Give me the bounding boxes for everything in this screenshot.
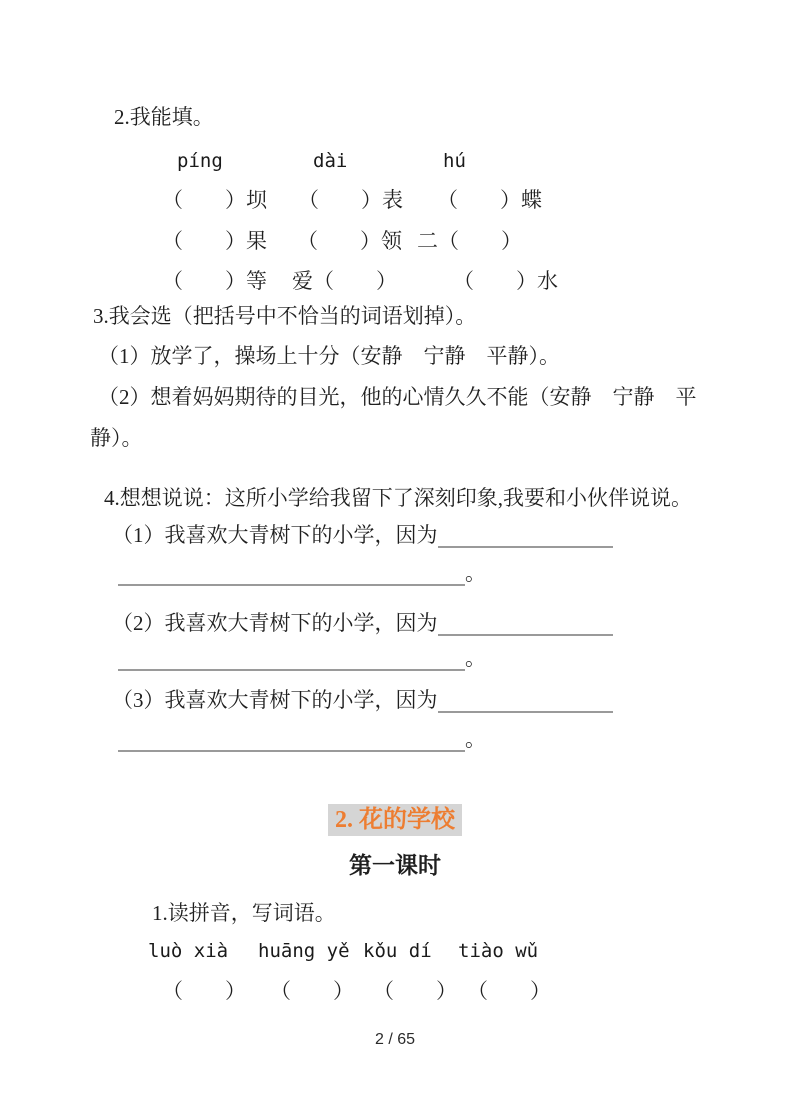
session-heading	[0, 847, 790, 880]
fill-blank-cell: （ ）	[270, 979, 354, 1003]
answer-blank-line	[118, 647, 465, 671]
fill-blank-cell: （ ）蝶	[437, 188, 542, 212]
question-3-label: 3.我会选（把括号中不恰当的词语划掉）。	[93, 304, 477, 328]
pinyin-hint: píng	[177, 150, 223, 172]
pinyin-hint: hú	[443, 150, 466, 172]
lesson-question-1-label: 1.读拼音，写词语。	[152, 901, 336, 925]
answer-sentence-2	[112, 610, 613, 636]
question-2-label: 2.我能填。	[114, 105, 214, 129]
pinyin-hint: huāng yě	[258, 940, 350, 962]
pinyin-hint: tiào wǔ	[458, 940, 539, 962]
option-sentence-2-line1: （2）想着妈妈期待的目光，他的心情久久不能（安静 宁静 平	[98, 385, 697, 409]
option-sentence-2-line2: 静）。	[90, 426, 143, 450]
fill-blank-cell: 二（ ）	[417, 229, 522, 253]
pinyin-hint: kǒu dí	[363, 940, 432, 962]
answer-blank-row-3	[118, 726, 486, 752]
fill-blank-cell: 爱（ ）	[292, 269, 397, 293]
answer-blank-row-2	[118, 645, 486, 671]
answer-sentence-3	[112, 687, 613, 713]
answer-blank-line	[438, 610, 614, 636]
answer-sentence-3-text: （3）我喜欢大青树下的小学，因为	[112, 688, 438, 712]
answer-blank-line	[118, 562, 465, 586]
option-sentence-1: （1）放学了，操场上十分（安静 宁静 平静）。	[98, 344, 560, 368]
sentence-period: 。	[465, 646, 486, 670]
fill-blank-cell: （ ）	[373, 979, 457, 1003]
fill-blank-cell: （ ）果	[162, 229, 267, 253]
answer-blank-line	[438, 522, 614, 548]
lesson-title: 2. 花的学校	[328, 804, 462, 836]
answer-sentence-1-text: （1）我喜欢大青树下的小学，因为	[112, 523, 438, 547]
page-number: 2 / 65	[374, 1031, 416, 1048]
session-heading-text: 第一课时	[349, 853, 441, 878]
fill-blank-cell: （ ）领	[297, 229, 402, 253]
pinyin-hint: luò xià	[148, 940, 229, 962]
fill-blank-cell: （ ）表	[298, 188, 403, 212]
pinyin-hint: dài	[313, 150, 348, 172]
fill-blank-cell: （ ）水	[453, 269, 558, 293]
sentence-period: 。	[465, 727, 486, 751]
fill-blank-cell: （ ）等	[162, 269, 267, 293]
answer-blank-line	[438, 687, 614, 713]
fill-blank-cell: （ ）	[467, 979, 551, 1003]
fill-blank-cell: （ ）	[162, 979, 246, 1003]
answer-blank-row-1	[118, 560, 486, 586]
question-4-label: 4.想想说说：这所小学给我留下了深刻印象,我要和小伙伴说说。	[104, 486, 692, 510]
lesson-title-row	[0, 804, 790, 836]
answer-sentence-1	[112, 522, 613, 548]
answer-blank-line	[118, 728, 465, 752]
fill-blank-cell: （ ）坝	[162, 188, 267, 212]
sentence-period: 。	[465, 561, 486, 585]
answer-sentence-2-text: （2）我喜欢大青树下的小学，因为	[112, 611, 438, 635]
